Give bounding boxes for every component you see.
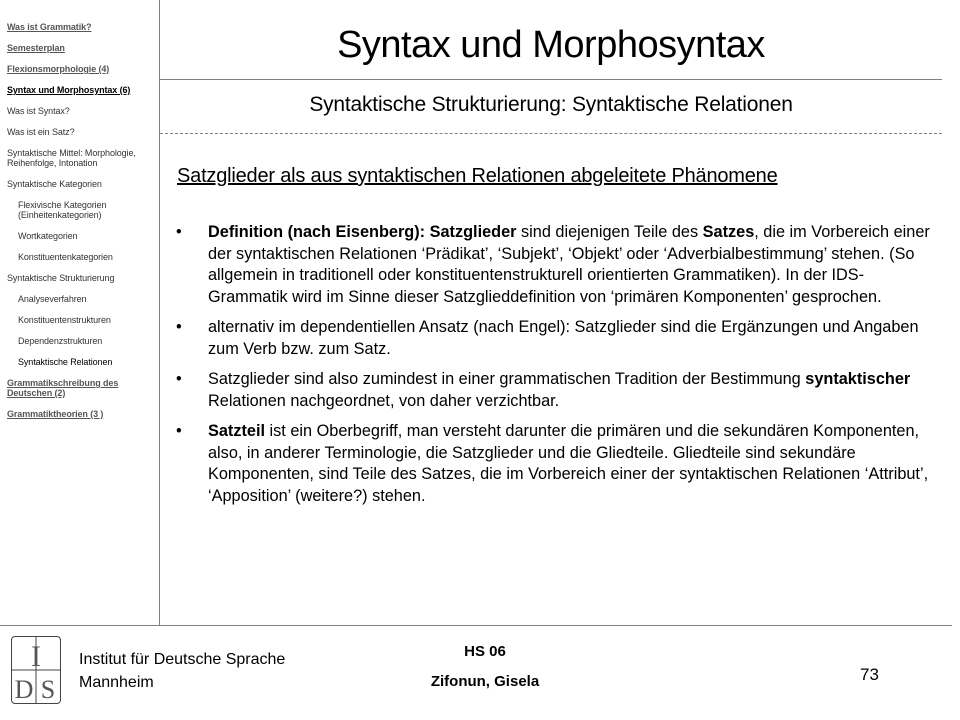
bullet-text (208, 369, 936, 412)
bullet-text: alternativ im dependentiellen Ansatz (nach Engel): Satzglieder sind die Ergänzungen und Angaben zum Verb bzw. zum Satz. (208, 318, 919, 358)
bullet-satzteil (176, 421, 936, 507)
sidebar-item-was-ist-syntax[interactable]: Was ist Syntax? (7, 106, 70, 116)
sidebar-item-syntaktische-relationen[interactable]: Syntaktische Relationen (18, 357, 113, 367)
sidebar-item-syntaktische-mittel[interactable]: Syntaktische Mittel: Morphologie, Reihenfolge, Intonation (7, 148, 136, 168)
sidebar-item-was-ist-ein-satz[interactable]: Was ist ein Satz? (7, 127, 75, 137)
bullet-marker: • (176, 223, 182, 241)
course-code: HS 06 (464, 643, 506, 660)
bold-term: Satzteil (208, 422, 266, 440)
bold-term: syntaktischer (805, 370, 911, 388)
course-authors: Zifonun, Gisela (430, 673, 540, 690)
course-info (410, 637, 560, 697)
sidebar-item-grammatiktheorien[interactable]: Grammatiktheorien (3 ) (7, 409, 104, 419)
institute-line-2: Mannheim (79, 674, 154, 691)
text-segment: ist ein Oberbegriff, man versteht darunter die primären und die sekundären Komponenten, also, in anderer Terminologie, die Satzglieder und die Gliedteile. Gliedteile sind sekundäre Komponenten, sind Teile des Satzes, die im Vorbereich einer der syntaktischen Relationen ‘Attribut’, ‘Apposition’ (weitere?) stehen. (208, 422, 929, 505)
sidebar-item-syntax-und-morphosyntax[interactable]: Syntax und Morphosyntax (6) (7, 85, 131, 95)
sidebar-item-konstituentenkategorien[interactable]: Konstituentenkategorien (18, 252, 113, 262)
sidebar-item-syntaktische-strukturierung[interactable]: Syntaktische Strukturierung (7, 273, 115, 283)
sidebar-item-flexivische-kategorien[interactable]: Flexivische Kategorien (Einheitenkategorien) (18, 200, 107, 220)
text-segment: , die im Vorbereich einer der syntaktischen Relationen ‘Prädikat’, ‘Subjekt’, ‘Objekt’ oder ‘Adverbialbestimmung’ stehen. (So allgemein in traditionell oder konstituentenstrukturell orientierten Grammatiken). In der IDS-Grammatik wird im Sinne dieser Satzglieddefinition von ‘primären Komponenten’ gesprochen. (208, 223, 930, 306)
ids-logo (11, 636, 61, 704)
text-segment: Relationen nachgeordnet, von daher verzichtbar. (208, 391, 560, 410)
sidebar-nav (7, 22, 155, 430)
bullet-list (176, 222, 936, 516)
ids-logo-icon (12, 637, 60, 703)
sidebar-item-grammatikschreibung[interactable]: Grammatikschreibung des Deutschen (2) (7, 378, 119, 398)
bullet-text (208, 421, 936, 507)
bullet-text (208, 222, 936, 308)
page-subtitle: Syntaktische Strukturierung: Syntaktische Relationen (309, 93, 793, 116)
svg-text:S: S (40, 675, 56, 703)
text-segment: sind diejenigen Teile des (516, 223, 703, 241)
page-number: 73 (860, 665, 879, 684)
bold-term: Satzes (702, 223, 755, 241)
subtitle-divider (160, 133, 942, 134)
bullet-tradition (176, 369, 936, 412)
sidebar-item-syntaktische-kategorien[interactable]: Syntaktische Kategorien (7, 179, 102, 189)
title-divider (160, 79, 942, 80)
institute-name (79, 648, 285, 694)
bullet-alternative (176, 317, 936, 360)
sidebar-item-flexionsmorphologie[interactable]: Flexionsmorphologie (4) (7, 64, 110, 74)
text-segment: Satzglieder sind also zumindest in einer grammatischen Tradition der Bestimmung (208, 370, 806, 388)
sidebar (0, 0, 160, 625)
sidebar-item-semesterplan[interactable]: Semesterplan (7, 43, 65, 53)
section-heading: Satzglieder als aus syntaktischen Relationen abgeleitete Phänomene (177, 165, 778, 187)
bold-term: Definition (nach Eisenberg): Satzglieder (208, 223, 517, 241)
sidebar-item-wortkategorien[interactable]: Wortkategorien (18, 231, 78, 241)
svg-text:I: I (31, 640, 41, 673)
svg-text:D: D (14, 675, 34, 703)
sidebar-item-dependenzstrukturen[interactable]: Dependenzstrukturen (18, 336, 103, 346)
bullet-marker: • (176, 422, 182, 440)
sidebar-item-konstituentenstrukturen[interactable]: Konstituentenstrukturen (18, 315, 111, 325)
bullet-marker: • (176, 370, 182, 388)
footer-divider (0, 625, 952, 626)
page-title: Syntax und Morphosyntax (337, 24, 765, 66)
sidebar-item-analyseverfahren[interactable]: Analyseverfahren (18, 294, 87, 304)
sidebar-item-was-ist-grammatik[interactable]: Was ist Grammatik? (7, 22, 92, 32)
bullet-definition (176, 222, 936, 308)
institute-line-1: Institut für Deutsche Sprache (79, 651, 286, 668)
bullet-marker: • (176, 318, 182, 336)
